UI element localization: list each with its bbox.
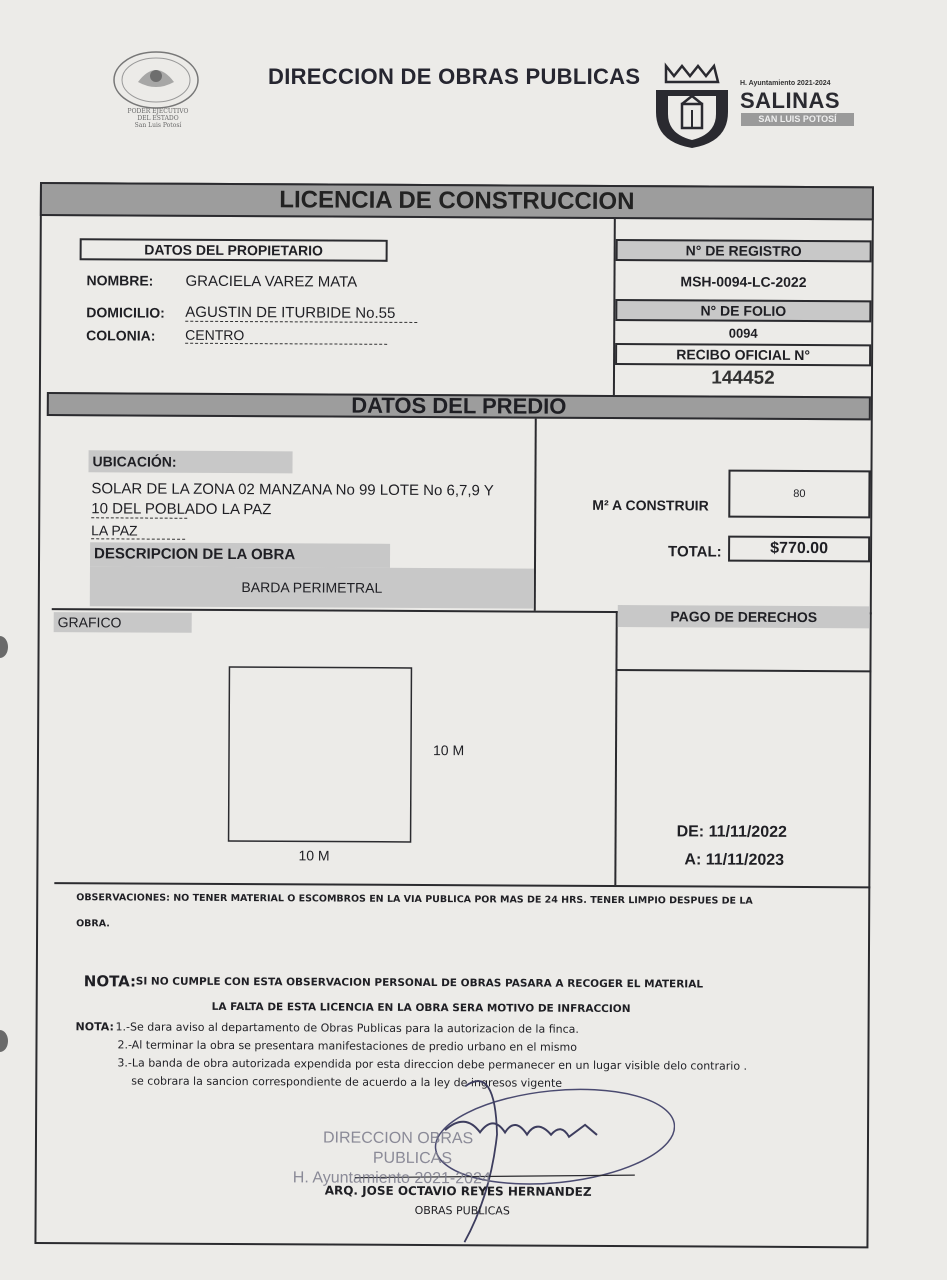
municipal-crest-icon	[652, 62, 732, 150]
grafico-bottom-dimension: 10 M	[298, 847, 330, 864]
colonia-label: COLONIA:	[86, 327, 156, 344]
form-title: LICENCIA DE CONSTRUCCION	[40, 182, 874, 220]
recibo-value: 144452	[711, 367, 775, 389]
lot-diagram	[227, 665, 414, 844]
nombre-value: GRACIELA VAREZ MATA	[185, 272, 358, 291]
observaciones-line-2: OBRA.	[76, 918, 110, 930]
vigencia-hasta: A: 11/11/2023	[684, 851, 785, 869]
nota2-label: NOTA:	[75, 1020, 114, 1034]
ubicacion-label: UBICACIÓN:	[88, 450, 292, 473]
binder-hole	[0, 1030, 8, 1052]
vigencia-desde: DE: 11/11/2022	[676, 823, 787, 841]
estado-badge: SAN LUIS POTOSÍ	[741, 113, 854, 126]
firmante-cargo: OBRAS PUBLICAS	[414, 1203, 510, 1218]
nombre-label: NOMBRE:	[86, 272, 154, 289]
m2-value: 80	[728, 470, 870, 519]
descripcion-label: DESCRIPCION DE LA OBRA	[90, 542, 390, 568]
nota-item-1: 1.-Se dara aviso al departamento de Obras Publicas para la autorizacion de la finca.	[115, 1020, 579, 1036]
recibo-label: RECIBO OFICIAL N°	[615, 343, 871, 366]
predio-heading: DATOS DEL PREDIO	[47, 392, 871, 420]
nota-item-3: 3.-La banda de obra autorizada expendida por esta direccion debe permanecer en un lugar visible delo contrario .	[117, 1056, 748, 1073]
observaciones-line-1: OBSERVACIONES: NO TENER MATERIAL O ESCOMBROS EN LA VIA PUBLICA POR MAS DE 24 HRS. TENER LIMPIO DESPUES DE LA	[76, 892, 753, 907]
total-label: TOTAL:	[668, 543, 722, 561]
m2-label: M² A CONSTRUIR	[592, 496, 709, 514]
pago-heading: PAGO DE DERECHOS	[618, 605, 870, 628]
ubicacion-line-3: LA PAZ	[91, 522, 185, 539]
seal-caption: PODER EJECUTIVO DEL ESTADO San Luis Potosí	[127, 108, 189, 129]
folio-label: N° DE FOLIO	[615, 299, 871, 322]
binder-hole	[0, 636, 8, 658]
municipio-name: SALINAS	[740, 88, 841, 113]
license-form	[34, 182, 874, 1248]
ubicacion-line-1: SOLAR DE LA ZONA 02 MANZANA No 99 LOTE No 6,7,9 Y	[91, 480, 494, 500]
grafico-label: GRAFICO	[54, 612, 192, 633]
signature-icon	[314, 1073, 675, 1245]
nota-label: NOTA:	[83, 972, 137, 991]
descripcion-value: BARDA PERIMETRAL	[90, 566, 534, 608]
domicilio-value: AGUSTIN DE ITURBIDE No.55	[185, 304, 417, 323]
total-value: $770.00	[728, 536, 870, 563]
stamp-line-1: DIRECCION OBRAS	[322, 1129, 474, 1148]
firmante-nombre: ARQ. JOSE OCTAVIO REYES HERNANDEZ	[324, 1183, 592, 1199]
ayuntamiento-label: H. Ayuntamiento 2021-2024	[740, 80, 831, 87]
registro-value: MSH-0094-LC-2022	[680, 273, 807, 291]
page-title: DIRECCION DE OBRAS PUBLICAS	[268, 64, 641, 89]
ubicacion-line-2: 10 DEL POBLADO LA PAZ	[91, 500, 272, 519]
domicilio-label: DOMICILIO:	[86, 304, 165, 321]
folio-value: 0094	[728, 325, 758, 341]
stamp-line-3: H. Ayuntamiento 2021-2024	[292, 1169, 491, 1188]
owner-heading: DATOS DEL PROPIETARIO	[80, 238, 388, 262]
stamp-line-2: PUBLICAS	[372, 1149, 453, 1168]
nota-item-2: 2.-Al terminar la obra se presentara manifestaciones de predio urbano en el mismo	[117, 1038, 577, 1054]
falta-licencia: LA FALTA DE ESTA LICENCIA EN LA OBRA SERA MOTIVO DE INFRACCION	[211, 1000, 631, 1016]
nota-text: SI NO CUMPLE CON ESTA OBSERVACION PERSONAL DE OBRAS PASARA A RECOGER EL MATERIAL	[135, 975, 704, 991]
nota-item-4: se cobrara la sancion correspondiente de acuerdo a la ley de ingresos vigente	[131, 1074, 563, 1090]
colonia-value: CENTRO	[185, 327, 387, 345]
grafico-side-dimension: 10 M	[432, 742, 465, 759]
registro-label: N° DE REGISTRO	[616, 239, 872, 262]
